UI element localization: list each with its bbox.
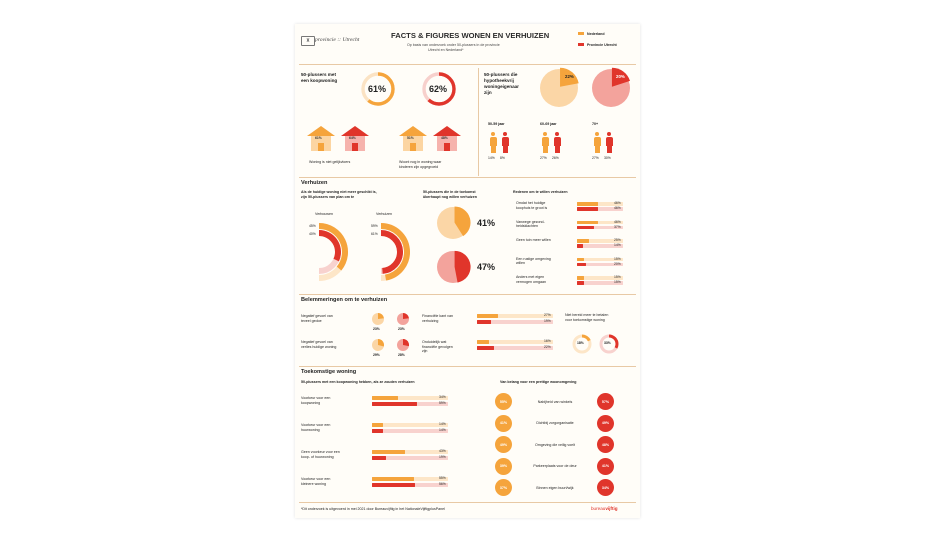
house-value: 48% [441,136,448,140]
reason-bar-nl [577,221,598,225]
page-subtitle-1: Op basis van onderzoek onder 50-plussers in de provincie [407,43,500,47]
verhuizen-label: Verhuizen [376,212,392,216]
reason-bar-value: 15% [614,256,621,261]
reason-bar-value: 46% [614,206,621,210]
financial-label: financiële gevolgen [422,344,453,349]
person-legs [503,146,508,153]
person-value: 27% [540,156,547,160]
hypotheek-value-ut: 20% [616,74,625,79]
willen-pie-ut-slice [455,251,471,283]
house-door [410,143,416,151]
reason-bar-value: 37% [614,224,621,229]
willen-title-2: überhaupt nog willen verhuizen [423,195,477,199]
omgeving-circle-nl: 37% [495,479,512,496]
crest-icon: ♜ [301,36,315,46]
bereid-label-1: Niet bereid meer te betalen [565,313,609,317]
verbouwen-arc-ut [319,233,338,260]
obstacle-value: 23% [398,327,405,331]
divider [299,177,636,178]
legend-swatch-nederland [578,32,584,35]
omgeving-label: Nabijheid van winkels [537,399,573,404]
financial-bar-value: 19% [544,319,551,323]
willen-title-1: 50-plussers die in de toekomst [423,190,476,194]
future-bar-value: 19% [439,455,446,459]
obstacle-value: 28% [398,353,405,357]
person-body [606,137,613,146]
obstacle-label: teveel gedoe [301,318,322,323]
reason-label: Anders met eigen [516,275,545,279]
bereid-value-nl: 18% [577,341,584,345]
house-door [352,143,358,151]
person-head [595,132,599,136]
house-value: 64% [349,136,356,140]
house-caption-right-1: Woont nog in woning waar [399,160,442,164]
future-bar-value: 59% [439,401,446,405]
reason-bar-ut [577,207,598,211]
future-bar-ut [372,483,415,487]
hypotheek-title-3: woningeigenaar [484,84,519,89]
omgeving-circle-ut: 49% [597,415,614,432]
omgeving-label: Parkeerplaats voor de deur [533,464,577,468]
divider [299,64,636,65]
reason-bar-value: 25% [614,238,621,242]
future-label: kleinere woning [301,481,326,486]
person-legs [543,146,548,153]
house-icon [307,126,335,152]
house-icon [433,126,461,152]
future-label: Voorkeur voor een [301,423,331,427]
verhuizen-value-nl: 59% [371,224,378,228]
house-icon [399,126,427,152]
verhuizen-section-title: Verhuizen [301,180,328,186]
person-value: 14% [488,156,495,160]
reason-bar-ut [577,263,586,267]
future-bar-value: 14% [439,422,446,426]
omgeving-circle-nl: 49% [495,436,512,453]
age-group-label: 50-59 jaar [488,122,505,126]
house-caption-left: Woning is niet gelijkvloers [309,160,351,164]
omgeving-circle-ut: 41% [597,458,614,475]
willen-value-nl: 41% [477,218,496,228]
legend-label-utrecht: Provincie Utrecht [587,42,617,47]
age-group-label: 70+ [592,122,599,126]
person-value: 27% [592,156,599,160]
future-bar-nl [372,477,414,481]
reason-label: Geen tuin meer willen [516,238,551,242]
future-label: huurwoning [301,427,320,432]
reason-label: Een rustige omgeving [516,256,551,261]
financial-bar-nl [477,340,489,344]
reason-bar-ut [577,281,584,285]
verbouwen-value-nl: 45% [309,224,316,228]
person-body [542,137,549,146]
divider [299,294,636,295]
verbouwen-value-ut: 40% [309,232,316,236]
house-roof [307,126,335,136]
person-head [491,132,495,136]
willen-value-ut: 47% [477,262,496,272]
person-body [594,137,601,146]
divider [299,502,636,503]
obstacle-pie-nl-slice [378,313,384,319]
future-label: koopwoning [301,400,321,405]
person-legs [607,146,612,153]
toekomst-left-title: 50-plussers met een koopwoning hebben, als ze zouden verhuizen [301,380,415,384]
person-legs [595,146,600,153]
verhuizen-col1-title-1: Als de huidige woning niet meer geschikt is, [301,190,377,194]
reason-bar-nl [577,202,598,206]
future-label: koop- of huurwoning [301,454,334,459]
person-body [490,137,497,146]
house-roof [433,126,461,136]
verhuizen-value-ut: 61% [371,232,378,236]
financial-label: Financiële kant van [422,314,453,318]
future-bar-track [372,423,448,427]
reason-label: vermogen omgaan [516,279,546,284]
hypotheek-title-4: zijn [484,90,492,95]
obstacle-label: Negatief gevoel van [301,340,333,344]
person-value: 8% [500,156,505,160]
person-head [503,132,507,136]
toekomst-section-title: Toekomstige woning [301,369,357,375]
omgeving-circle-nl: 55% [495,393,512,410]
koopwoning-title-1: 50-plussers met [301,72,336,77]
verbouwen-chart [315,222,355,292]
reason-bar-value: 46% [614,201,621,205]
obstacle-label: Negatief gevoel van [301,314,333,318]
person-head [555,132,559,136]
person-legs [555,146,560,153]
future-label: Voorkeur voor een [301,477,331,481]
obstacle-pie-nl [371,338,385,352]
verhuizen-col1-title-2: zijn 50-plussers van plan om te [301,195,355,199]
verbouwen-label: Verbouwen [315,212,333,216]
page-title: FACTS & FIGURES WONEN EN VERHUIZEN [391,31,550,40]
hypotheek-pie-ut [591,68,631,108]
infographic-sheet [295,24,640,518]
financial-label: verhuizing [422,318,439,323]
willen-pie-nl [436,206,470,240]
divider [299,366,636,367]
omgeving-circle-ut: 48% [597,436,614,453]
reason-label: willen [516,261,525,266]
omgeving-label: Omgeving die veilig voelt [535,442,575,447]
obstacle-pie-ut [396,312,410,326]
omgeving-circle-ut: 57% [597,393,614,410]
reasons-title: Redenen om te willen verhuizen [513,190,568,194]
reason-bar-value: 15% [614,275,621,279]
future-bar-value: 34% [439,395,446,399]
future-bar-ut [372,456,386,460]
reason-label: Omdat het huidige [516,201,546,205]
obstacle-label: verlies huidige woning [301,344,337,349]
future-bar-ut [372,402,417,406]
legend-label-nederland: Nederland [587,31,605,36]
reason-bar-value: 46% [614,219,621,224]
koopwoning-value-nl: 61% [368,84,387,94]
financial-label: Onduidelijk wat [422,340,447,344]
house-roof [341,126,369,136]
brand-part-1: bureau [591,506,606,511]
future-bar-nl [372,396,398,400]
koopwoning-title-2: een koopwoning [301,78,338,83]
toekomst-right-title: Van belang voor een prettige woonomgeving [500,380,577,384]
house-roof [399,126,427,136]
omgeving-circle-nl: 39% [495,458,512,475]
person-value: 26% [552,156,559,160]
reason-bar-nl [577,258,584,262]
future-bar-nl [372,450,405,454]
reason-bar-value: 14% [614,243,621,247]
reason-bar-value: 20% [614,261,621,266]
house-icon [341,126,369,152]
age-group-label: 60-69 jaar [540,122,557,126]
reason-label: heidsklachten [516,224,538,229]
reason-bar-nl [577,239,589,243]
brand-logo [591,506,618,511]
future-bar-value: 55% [439,476,446,480]
obstacle-value: 29% [373,353,380,357]
person-head [607,132,611,136]
house-value: 51% [407,136,414,140]
person-body [502,137,509,146]
hypotheek-title-1: 50-plussers die [484,72,518,77]
house-door [444,143,450,151]
future-bar-ut [372,429,383,433]
hypotheek-value-nl: 22% [565,74,574,79]
future-label: Geen voorkeur voor een [301,450,340,454]
person-body [554,137,561,146]
omgeving-label: Dichtbij zorgorganisatie [536,421,574,425]
brand-part-2: vijftig [605,506,618,511]
future-bar-value: 14% [439,428,446,432]
reason-bar-nl [577,276,584,280]
reason-label: Vanwege gezond- [516,219,545,224]
belemmeringen-section-title: Belemmeringen om te verhuizen [301,297,388,303]
financial-bar-nl [477,314,498,318]
house-value: 61% [315,136,322,140]
willen-pie-ut [436,250,470,284]
person-value: 30% [604,156,611,160]
obstacle-pie-nl [371,312,385,326]
divider [478,68,479,176]
reason-bar-ut [577,226,594,230]
future-bar-nl [372,423,383,427]
page-subtitle-2: Utrecht en Nederland* [428,48,464,52]
financial-bar-ut [477,346,494,350]
house-caption-right-2: kinderen zijn opgegroeid [399,165,439,169]
obstacle-pie-ut [396,338,410,352]
omgeving-label: Binnen eigen buurt/wijk [536,485,574,490]
legend-swatch-utrecht [578,43,584,46]
future-bar-value: 56% [439,482,446,486]
house-door [318,143,324,151]
future-bar-value: 43% [439,449,446,453]
reason-bar-value: 15% [614,280,621,284]
reason-label: koophuis te groot is [516,205,548,210]
verhuizen-arc-ut [381,233,400,271]
obstacle-pie-ut-slice [403,339,409,346]
financial-bar-value: 27% [544,313,551,317]
financial-bar-value: 22% [544,345,551,349]
financial-label: zijn [422,349,428,354]
obstacle-pie-ut-slice [403,313,409,319]
reason-bar-ut [577,244,583,248]
logo-text: provincie :: Utrecht [315,37,360,43]
financial-bar-value: 16% [544,339,551,343]
obstacle-value: 23% [373,327,380,331]
verhuizen-chart [377,222,417,292]
future-bar-track [372,429,448,433]
footnote: *Dit onderzoek is uitgevoerd in mei 2021 door Bureauvijftig in het NationaleVijftigplusPanel [301,507,445,511]
bereid-label-2: voor toekomstige woning [565,318,605,322]
bereid-value-ut: 33% [604,341,611,345]
financial-bar-ut [477,320,491,324]
koopwoning-value-ut: 62% [429,84,448,94]
omgeving-circle-ut: 34% [597,479,614,496]
omgeving-circle-nl: 41% [495,415,512,432]
person-head [543,132,547,136]
person-legs [491,146,496,153]
future-label: Voorkeur voor een [301,396,331,400]
hypotheek-title-2: hypotheekvrij [484,78,514,83]
